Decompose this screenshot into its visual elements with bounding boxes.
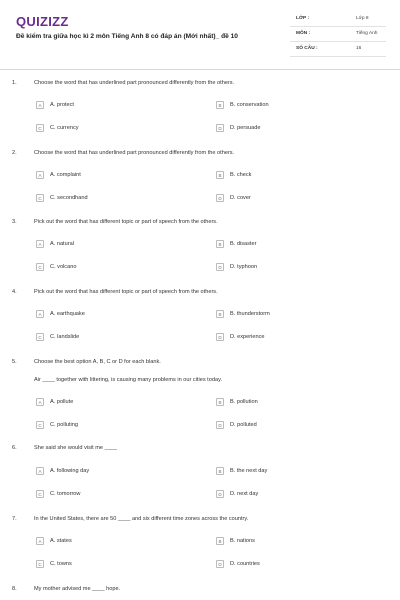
option-text: D. cover [230,195,251,201]
option-letter-box: C [36,560,44,568]
meta-label-class: LỚP : [296,16,310,21]
option-letter-box: D [216,263,224,271]
option-letter-box: B [216,537,224,545]
question-text: Choose the best option A, B, C or D for each blank. [34,359,161,365]
answer-option[interactable] [216,171,376,180]
answer-option[interactable] [216,240,376,249]
option-letter-box: C [36,333,44,341]
meta-divider [290,41,386,42]
option-text: A. following day [50,468,90,474]
option-text: A. states [50,538,72,544]
option-letter-box: C [36,124,44,132]
option-text: B. thunderstorm [230,311,270,317]
option-text: D. polluted [230,422,257,428]
option-text: B. nations [230,538,255,544]
option-text: A. earthquake [50,311,85,317]
question-number: 2. [12,150,17,156]
option-text: B. check [230,172,252,178]
option-text: B. conservation [230,102,269,108]
option-letter-box: C [36,263,44,271]
answer-option[interactable] [36,398,196,407]
question-number: 8. [12,586,17,592]
answer-option[interactable] [36,263,196,272]
answer-option[interactable] [36,310,196,319]
option-text: A. protect [50,102,74,108]
option-text: C. towns [50,561,72,567]
worksheet-title: Đề kiểm tra giữa học kì 2 môn Tiếng Anh 8 có đáp án (Mới nhất)_ đề 10 [16,33,238,40]
answer-option[interactable] [216,421,376,430]
question-number: 3. [12,219,17,225]
answer-option[interactable] [216,333,376,342]
question-text: Choose the word that has underlined part pronounced differently from the others. [34,150,235,156]
option-text: A. complaint [50,172,81,178]
question-sentence: Air ____ together with littering, is causing many problems in our cities today. [34,377,222,383]
answer-option[interactable] [36,467,196,476]
option-text: B. pollution [230,399,258,405]
option-text: C. secondhand [50,195,88,201]
option-text: B. disaster [230,241,257,247]
option-letter-box: D [216,560,224,568]
question-number: 4. [12,289,17,295]
option-letter-box: C [36,421,44,429]
answer-option[interactable] [36,490,196,499]
answer-option[interactable] [36,124,196,133]
worksheet-header [0,0,400,70]
meta-label-count: SỐ CÂU : [296,46,318,51]
option-letter-box: B [216,171,224,179]
option-letter-box: A [36,101,44,109]
option-letter-box: B [216,467,224,475]
option-letter-box: C [36,194,44,202]
option-letter-box: D [216,421,224,429]
option-letter-box: A [36,240,44,248]
answer-option[interactable] [216,398,376,407]
option-text: D. persuade [230,125,261,131]
meta-value-subject: Tiếng Anh [356,31,378,36]
option-text: D. countries [230,561,260,567]
option-text: D. next day [230,491,259,497]
question-text: She said she would visit me ____ [34,445,118,451]
option-text: C. landslide [50,334,80,340]
answer-option[interactable] [216,194,376,203]
option-text: D. experience [230,334,265,340]
answer-option[interactable] [36,101,196,110]
question-text: Pick out the word that has different topic or part of speech from the others. [34,289,218,295]
answer-option[interactable] [36,333,196,342]
option-text: C. tomorrow [50,491,81,497]
answer-option[interactable] [36,421,196,430]
answer-option[interactable] [216,101,376,110]
option-letter-box: B [216,398,224,406]
option-letter-box: A [36,171,44,179]
meta-label-subject: MÔN : [296,31,311,36]
option-letter-box: D [216,333,224,341]
option-text: A. natural [50,241,74,247]
quizizz-logo: QUIZIZZ [16,14,69,29]
answer-option[interactable] [216,537,376,546]
option-text: C. polluting [50,422,78,428]
question-number: 1. [12,80,17,86]
option-letter-box: B [216,240,224,248]
answer-option[interactable] [216,560,376,569]
meta-divider [290,26,386,27]
header-divider [0,69,400,70]
option-text: D. typhoon [230,264,258,270]
answer-option[interactable] [216,124,376,133]
answer-option[interactable] [36,537,196,546]
option-letter-box: A [36,467,44,475]
answer-option[interactable] [216,310,376,319]
question-number: 7. [12,516,17,522]
answer-option[interactable] [216,490,376,499]
question-text: In the United States, there are 50 ____ and six different time zones across the country. [34,516,249,522]
answer-option[interactable] [36,240,196,249]
answer-option[interactable] [216,467,376,476]
option-text: C. volcano [50,264,77,270]
option-text: C. currency [50,125,79,131]
option-letter-box: B [216,101,224,109]
meta-value-class: Lớp 8 [356,16,369,21]
question-text: Pick out the word that has different topic or part of speech from the others. [34,219,218,225]
meta-divider [290,56,386,57]
answer-option[interactable] [216,263,376,272]
question-text: My mother advised me ____ hope. [34,586,121,592]
answer-option[interactable] [36,171,196,180]
option-letter-box: A [36,537,44,545]
option-text: B. the next day [230,468,268,474]
question-number: 6. [12,445,17,451]
option-letter-box: D [216,490,224,498]
option-letter-box: D [216,124,224,132]
option-letter-box: B [216,310,224,318]
option-letter-box: A [36,398,44,406]
option-letter-box: C [36,490,44,498]
answer-option[interactable] [36,560,196,569]
question-text: Choose the word that has underlined part pronounced differently from the others. [34,80,235,86]
option-letter-box: D [216,194,224,202]
answer-option[interactable] [36,194,196,203]
option-text: A. pollute [50,399,74,405]
question-number: 5. [12,359,17,365]
meta-value-count: 16 [356,46,362,51]
option-letter-box: A [36,310,44,318]
